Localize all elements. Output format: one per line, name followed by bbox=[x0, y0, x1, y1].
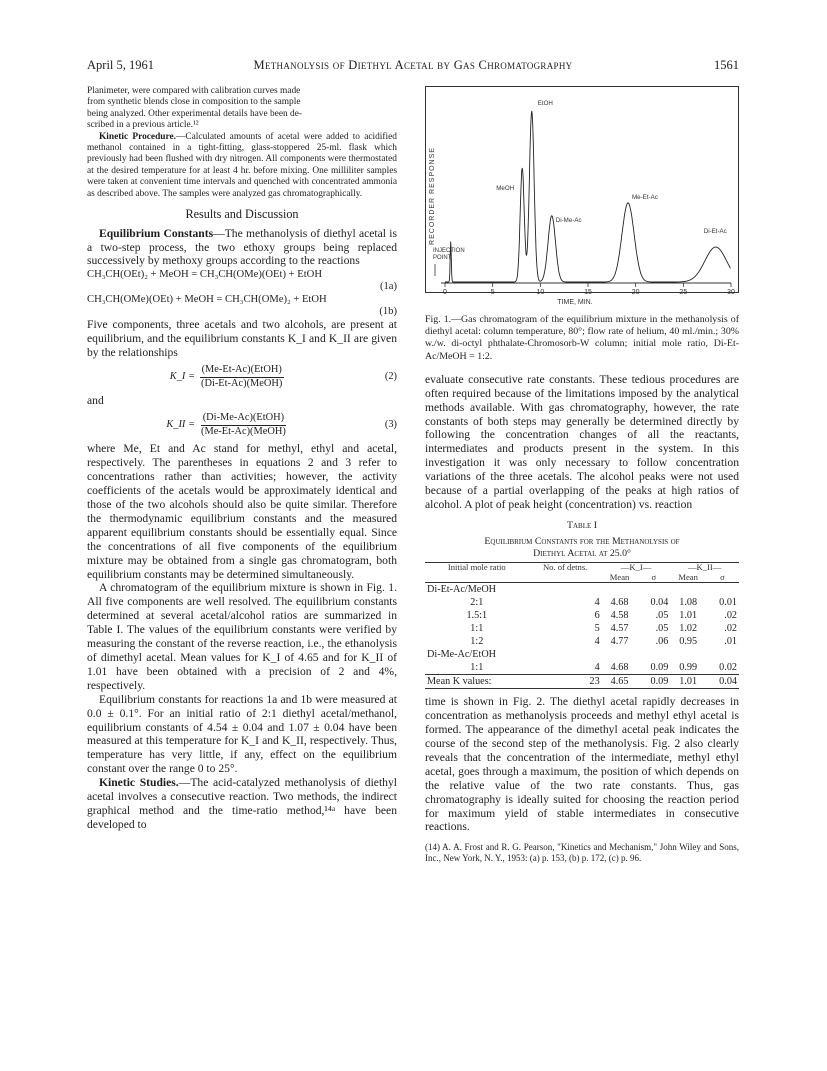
equilibrium-table bbox=[425, 562, 739, 689]
peak-label: Di-Et-Ac bbox=[703, 228, 727, 236]
cell-kii: 1.01 bbox=[679, 610, 698, 622]
table-row bbox=[425, 609, 739, 622]
equation-2-fraction bbox=[199, 364, 284, 390]
cell-ki: 4.58 bbox=[610, 610, 629, 622]
injection-label-1: INJECTION bbox=[433, 248, 465, 254]
equation-1b bbox=[87, 293, 397, 306]
five-components-paragraph: Five components, three acetals and two alcohols, are present at equilibrium, and the equilibrium constants K_I and K_II are given by the relationships bbox=[87, 318, 397, 360]
table-mean-row bbox=[425, 675, 739, 689]
equilibrium-text: —The methanolysis of diethyl acetal is a two-step process, the two ethoxy groups being replaced successively by methoxy groups according to the reactions bbox=[87, 226, 398, 268]
running-header bbox=[87, 58, 739, 74]
cell-n: 4 bbox=[529, 661, 602, 675]
cell-ki: 4.65 bbox=[602, 675, 638, 689]
table-caption-line-1: Equilibrium Constants for the Methanolysis of bbox=[484, 536, 680, 548]
table-subheader-row bbox=[425, 573, 739, 583]
chromatogram-trace bbox=[445, 111, 731, 282]
cell-ratio: 1.5:1 bbox=[466, 610, 488, 622]
cell-kii: 0.99 bbox=[670, 661, 706, 675]
peak-label: Me-Et-Ac bbox=[632, 193, 658, 201]
footnote: (14) A. A. Frost and R. G. Pearson, "Kinetics and Mechanism," John Wiley and Sons, Inc., New York, N. Y., 1953: (a) p. 153, (b) p. 172, (c) p. 96. bbox=[425, 842, 739, 864]
group-label-2: Di-Me-Ac/EtOH bbox=[427, 649, 497, 661]
cell-sigma-ii: 0.01 bbox=[719, 597, 737, 609]
x-tick-label: 5 bbox=[490, 289, 495, 296]
cell-kii: 1.01 bbox=[670, 675, 706, 689]
header-no: No. of detns. bbox=[529, 563, 602, 573]
kinetic-procedure-paragraph bbox=[87, 132, 397, 200]
table-row bbox=[425, 635, 739, 648]
cell-sigma-ii: 0.02 bbox=[706, 661, 739, 675]
peak-label: Di-Me-Ac bbox=[555, 216, 582, 224]
kinetic-procedure-text: —Calculated amounts of acetal were added to acidified methanol contained in a tight-fitting, glass-stoppered 25-ml. flask which previously had been flushed with dry nitrogen. All components were thermostated at the desired temperature for at least 4 hr. before mixing. One milliliter samples were taken at convenient time intervals and quenched with concentrated ammonia as described above. The samples were analyzed gas chromatographically. bbox=[87, 131, 397, 199]
table-caption bbox=[425, 536, 739, 560]
cell-n: 5 bbox=[594, 623, 600, 635]
header-kii: —K_II— bbox=[670, 563, 739, 573]
cell-sigma-i: .06 bbox=[655, 636, 669, 648]
x-axis-label: TIME, MIN. bbox=[557, 299, 593, 306]
intro-line: being analyzed. Other experimental details have been de- bbox=[87, 108, 303, 119]
equation-2-denominator: (Di-Et-Ac)(MeOH) bbox=[201, 377, 283, 389]
x-tick-label: 20 bbox=[631, 289, 640, 296]
left-column bbox=[87, 86, 397, 832]
cell-ratio: 1:1 bbox=[425, 661, 529, 675]
table-caption-line-2: Diethyl Acetal at 25.0° bbox=[533, 548, 631, 560]
time-paragraph: time is shown in Fig. 2. The diethyl acetal rapidly decreases in concentration as methanolysis proceeds and methyl ethyl acetal is formed. The appearance of the dimethyl acetal peak indicates the course of the second step of the methanolysis. Fig. 2 also clearly reveals that the concentration of the intermediate, methyl ethyl acetal, goes through a maximum, the position of which depends on the relative value of the two rate constants. Thus, gas chromatography is ideally suited for choosing the reaction period for maximum yield of stable intermediates in consecutive reactions. bbox=[425, 695, 739, 834]
section-title: Results and Discussion bbox=[185, 207, 299, 222]
intro-line: from synthetic blends close in composition to the sample bbox=[87, 97, 301, 108]
equation-2-number: (2) bbox=[384, 370, 397, 382]
table-group-row bbox=[425, 648, 739, 661]
table-group-row bbox=[425, 583, 739, 597]
header-kii-sigma: σ bbox=[706, 573, 739, 583]
intro-line: Planimeter, were compared with calibration curves made bbox=[87, 86, 301, 96]
equation-1a-number: (1a) bbox=[379, 281, 397, 293]
cell-kii: 0.95 bbox=[679, 636, 698, 648]
header-kii-mean: Mean bbox=[670, 573, 706, 583]
cell-kii: 1.02 bbox=[679, 623, 698, 635]
x-tick-label: 15 bbox=[584, 289, 592, 296]
cell-kii: 1.08 bbox=[679, 597, 698, 609]
equation-3-fraction bbox=[199, 412, 288, 438]
cell-sigma-ii: 0.04 bbox=[706, 675, 739, 689]
equation-3-numerator: (Di-Me-Ac)(EtOH) bbox=[201, 412, 286, 426]
cell-n: 4 bbox=[594, 597, 600, 609]
rate-constants-paragraph: evaluate consecutive rate constants. These tedious procedures are often required because of the limitations imposed by the analytical methods available. With gas chromatography, however, the rate constants of both steps may generally be determined directly by following the concentration changes of all the reactants, intermediates and products present in the system. In this investigation it was only necessary to follow concentration variations of the three acetals. The alcohol peaks were not used because of a partial overlapping of the peaks at high ratios of alcohol. A plot of peak height (concentration) vs. reaction bbox=[425, 372, 739, 511]
x-tick-label: 10 bbox=[536, 289, 545, 296]
x-tick-label: 30 bbox=[727, 289, 735, 296]
header-ki-sigma: σ bbox=[637, 573, 670, 583]
cell-n: 4 bbox=[594, 636, 600, 648]
cell-sigma-ii: .02 bbox=[724, 610, 737, 622]
x-tick-label: 0 bbox=[443, 289, 447, 296]
equation-1a-text: CH₃CH(OEt)₂ + MeOH = CH₃CH(OMe)(OEt) + EtOH bbox=[87, 269, 322, 281]
chromatogram-svg bbox=[425, 86, 739, 308]
group-label-1: Di-Et-Ac/MeOH bbox=[427, 584, 497, 596]
equation-2-lhs: K_I = bbox=[169, 370, 195, 382]
cell-n: 6 bbox=[594, 610, 600, 622]
and-word: and bbox=[87, 394, 104, 408]
cell-ratio: 2:1 bbox=[470, 597, 484, 609]
figure-frame bbox=[426, 87, 739, 293]
table-title: Table I bbox=[567, 519, 597, 531]
y-axis-label: RECORDER RESPONSE bbox=[429, 147, 436, 245]
header-date: April 5, 1961 bbox=[87, 58, 155, 72]
cell-sigma-i: 0.04 bbox=[650, 597, 669, 609]
kinetic-studies-text: —The acid-catalyzed methanolysis of diethyl acetal involves a consecutive reaction. Two methods, the indirect graphical method and the time-ratio method,¹⁴ᵃ have been developed to bbox=[87, 776, 397, 831]
equation-3-denominator: (Me-Et-Ac)(MeOH) bbox=[201, 425, 286, 437]
cell-n: 23 bbox=[529, 675, 602, 689]
equation-3 bbox=[87, 412, 397, 438]
table-row bbox=[425, 622, 739, 635]
cell-ki: 4.68 bbox=[610, 597, 629, 609]
equation-3-number: (3) bbox=[384, 418, 397, 430]
peak-label: EtOH bbox=[537, 99, 553, 107]
intro-line: scribed in a previous article.¹² bbox=[87, 120, 199, 131]
peak-label: MeOH bbox=[496, 184, 515, 192]
cell-mean-label: Mean K values: bbox=[425, 675, 529, 689]
equation-1a bbox=[87, 268, 397, 281]
cell-ki: 4.57 bbox=[610, 623, 629, 635]
cell-sigma-ii: .02 bbox=[724, 623, 737, 635]
temperature-paragraph: Equilibrium constants for reactions 1a and 1b were measured at 0.0 ± 0.1°. For an initial ratio of 2:1 diethyl acetal/methanol, equilibrium constants of 4.54 ± 0.04 and 1.07 ± 0.04 have been measured at this temperature for K_I and K_II, respectively. Thus, temperature has very little, if any, effect on the equilibrium constant over the range 0 to 25°. bbox=[87, 692, 397, 776]
cell-ratio: 1:1 bbox=[470, 623, 484, 635]
cell-sigma-i: 0.09 bbox=[637, 675, 670, 689]
header-initial: Initial mole ratio bbox=[425, 563, 529, 573]
equation-1b-number: (1b) bbox=[379, 306, 397, 318]
equation-2 bbox=[87, 364, 397, 390]
where-paragraph: where Me, Et and Ac stand for methyl, ethyl and acetal, respectively. The parentheses in equations 2 and 3 refer to concentrations rather than activities; however, the activity coefficients of the acetals would be approximately identical and those of the two alcohols should also be quite similar. Therefore the thermodynamic equilibrium constants and the measured apparent equilibrium constants should be essentially equal. Since the concentrations of all five components of the equilibrium mixture may be obtained from a single gas chromatogram, both equilibrium constants may be determined simultaneously. bbox=[87, 442, 397, 581]
right-column bbox=[425, 86, 739, 864]
equation-3-lhs: K_II = bbox=[166, 418, 195, 430]
cell-ratio: 1:2 bbox=[470, 636, 484, 648]
x-tick-label: 25 bbox=[679, 289, 688, 296]
kinetic-procedure-head: Kinetic Procedure. bbox=[99, 131, 177, 142]
cell-ki: 4.77 bbox=[610, 636, 629, 648]
cell-sigma-ii: .01 bbox=[724, 636, 737, 648]
kinetic-studies-head: Kinetic Studies. bbox=[99, 776, 179, 790]
page-number: 1561 bbox=[714, 58, 739, 72]
table-row bbox=[425, 596, 739, 609]
equilibrium-paragraph bbox=[87, 227, 397, 269]
running-title: Methanolysis of Diethyl Acetal by Gas Chromatography bbox=[253, 58, 573, 72]
equation-1b-text: CH₃CH(OMe)(OEt) + MeOH = CH₃CH(OMe)₂ + EtOH bbox=[87, 294, 327, 306]
chromatogram-paragraph: A chromatogram of the equilibrium mixture is shown in Fig. 1. All five components are well resolved. The equilibrium constants determined at several acetal/alcohol ratios are summarized in Table I. The values of the equilibrium constants were verified by measuring the constant of the reverse reaction, i.e., the ethanolysis of dimethyl acetal. Mean values for K_I of 4.65 and for K_II of 1.01 have been obtained with a precision of 2 and 4%, respectively. bbox=[87, 581, 397, 692]
figure-1 bbox=[425, 86, 739, 308]
experimental-intro bbox=[87, 86, 397, 132]
figure-1-caption: Fig. 1.—Gas chromatogram of the equilibrium mixture in the methanolysis of diethyl acetal: column temperature, 80°; flow rate of helium, 40 ml./min.; 30% w./w. di-octyl phthalate-Chromosorb-W column; initial mole ratio, Di-Et-Ac/MeOH = 1:2. bbox=[425, 314, 739, 362]
equilibrium-head: Equilibrium Constants bbox=[99, 226, 214, 240]
cell-sigma-i: .05 bbox=[655, 623, 669, 635]
cell-ki: 4.68 bbox=[602, 661, 638, 675]
cell-sigma-i: 0.09 bbox=[637, 661, 670, 675]
equation-2-numerator: (Me-Et-Ac)(EtOH) bbox=[200, 364, 284, 378]
header-ki-mean: Mean bbox=[602, 573, 638, 583]
injection-label-2: POINT bbox=[433, 255, 452, 261]
cell-sigma-i: .05 bbox=[655, 610, 669, 622]
kinetic-studies-paragraph bbox=[87, 776, 397, 832]
header-ki: —K_I— bbox=[602, 563, 671, 573]
table-row bbox=[425, 661, 739, 675]
